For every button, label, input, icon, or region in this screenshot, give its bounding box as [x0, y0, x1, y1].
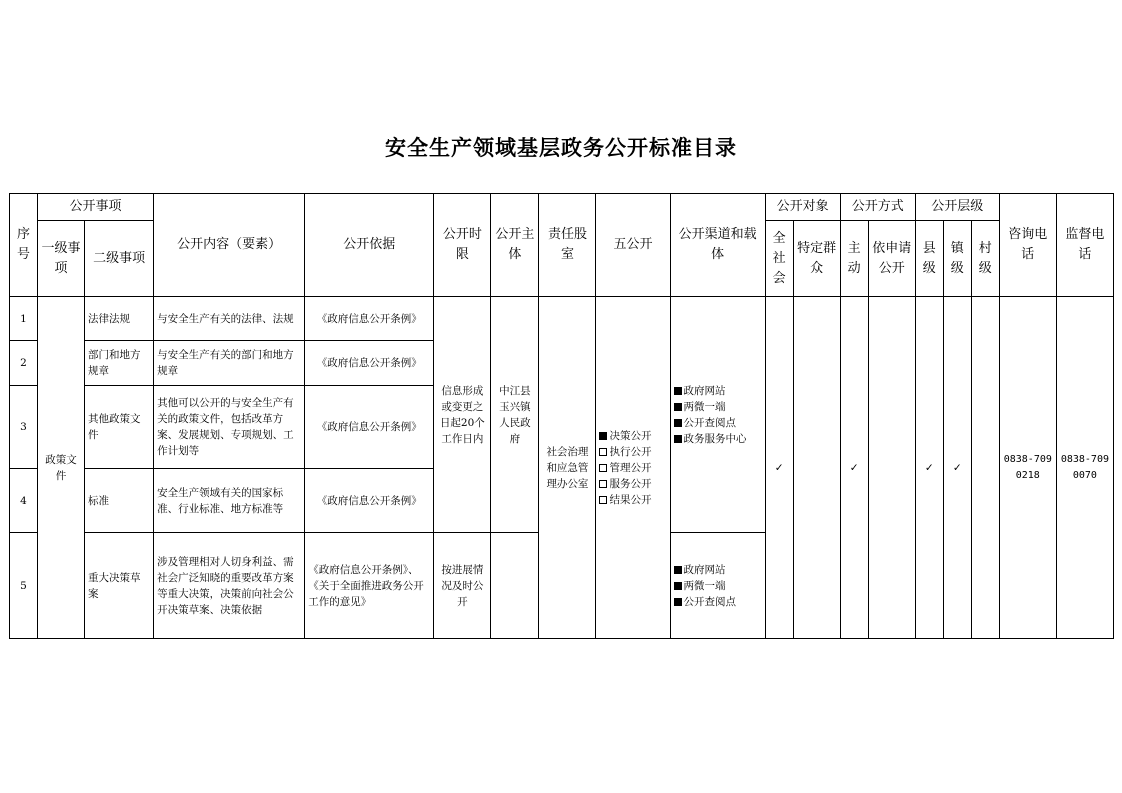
header-matter: 公开事项 — [38, 194, 154, 221]
audience-all-check: ✓ — [765, 297, 793, 639]
subject-cell-row5 — [491, 533, 539, 639]
header-five-open: 五公开 — [596, 194, 670, 297]
five-open-option: 决策公开 — [599, 428, 666, 444]
filled-square-icon — [674, 403, 682, 411]
table-row — [10, 297, 1114, 341]
header-department: 责任股室 — [539, 194, 596, 297]
five-open-option: 结果公开 — [599, 492, 666, 508]
audience-specific-check — [793, 297, 840, 639]
header-seq: 序号 — [10, 194, 38, 297]
level2-cell: 重大决策草案 — [85, 533, 154, 639]
catalog-table — [9, 193, 1114, 639]
row-seq: 5 — [10, 533, 38, 639]
header-audience: 公开对象 — [765, 194, 840, 221]
header-subject: 公开主体 — [491, 194, 539, 297]
consult-phone-cell: 0838-7090218 — [999, 297, 1056, 639]
channel-item: 公开查阅点 — [674, 594, 762, 610]
subject-cell: 中江县玉兴镇人民政府 — [491, 297, 539, 533]
basis-cell: 《政府信息公开条例》 — [305, 297, 434, 341]
basis-cell: 《政府信息公开条例》 — [305, 386, 434, 469]
channel-item: 政务服务中心 — [674, 433, 747, 445]
time-limit-cell: 信息形成或变更之日起20个工作日内 — [434, 297, 491, 533]
checkbox-empty-icon — [599, 480, 607, 488]
channel-item: 政府网站 — [674, 383, 762, 399]
header-audience-all: 全社会 — [765, 221, 793, 297]
row-seq: 4 — [10, 469, 38, 533]
channel-item: 两微一端 — [674, 399, 762, 415]
channel-item: 政府网站 — [674, 562, 762, 578]
header-method-request: 依申请公开 — [868, 221, 915, 297]
tier-village-check — [971, 297, 999, 639]
header-tier-village: 村级 — [971, 221, 999, 297]
header-method-active: 主动 — [840, 221, 868, 297]
level2-cell: 部门和地方规章 — [85, 341, 154, 386]
header-supervise-phone: 监督电话 — [1056, 194, 1113, 297]
five-open-option: 管理公开 — [599, 460, 666, 476]
checkbox-empty-icon — [599, 496, 607, 504]
header-level2: 二级事项 — [85, 221, 154, 297]
channel-cell-row5 — [670, 533, 765, 639]
channel-item: 公开查阅点 — [674, 415, 762, 431]
checkbox-checked-icon — [599, 432, 607, 440]
header-time-limit: 公开时限 — [434, 194, 491, 297]
filled-square-icon — [674, 598, 682, 606]
header-tier-town: 镇级 — [943, 221, 971, 297]
filled-square-icon — [674, 582, 682, 590]
content-cell: 与安全生产有关的部门和地方规章 — [154, 341, 305, 386]
row-seq: 3 — [10, 386, 38, 469]
filled-square-icon — [674, 435, 682, 443]
basis-cell: 《政府信息公开条例》 — [305, 341, 434, 386]
channel-cell-main — [670, 297, 765, 533]
department-cell: 社会治理和应急管理办公室 — [539, 297, 596, 639]
five-open-option: 服务公开 — [599, 476, 666, 492]
header-audience-specific: 特定群众 — [793, 221, 840, 297]
filled-square-icon — [674, 566, 682, 574]
five-open-cell — [596, 297, 670, 639]
header-row-1 — [10, 194, 1114, 221]
header-tier: 公开层级 — [915, 194, 999, 221]
row-seq: 1 — [10, 297, 38, 341]
level2-cell: 其他政策文件 — [85, 386, 154, 469]
method-active-check: ✓ — [840, 297, 868, 639]
level1-cell: 政策文件 — [38, 297, 85, 639]
checkbox-empty-icon — [599, 448, 607, 456]
content-cell: 与安全生产有关的法律、法规 — [154, 297, 305, 341]
filled-square-icon — [674, 387, 682, 395]
page-title: 安全生产领域基层政务公开标准目录 — [385, 135, 737, 160]
tier-county-check: ✓ — [915, 297, 943, 639]
channel-item: 两微一端 — [674, 578, 762, 594]
row-seq: 2 — [10, 341, 38, 386]
content-cell: 涉及管理相对人切身利益、需社会广泛知晓的重要改革方案等重大决策，决策前向社会公开决策草案、决策依据 — [154, 533, 305, 639]
level2-cell: 标准 — [85, 469, 154, 533]
header-channel: 公开渠道和载体 — [670, 194, 765, 297]
checkbox-empty-icon — [599, 464, 607, 472]
basis-cell: 《政府信息公开条例》 — [305, 469, 434, 533]
filled-square-icon — [674, 419, 682, 427]
header-method: 公开方式 — [840, 194, 915, 221]
header-basis: 公开依据 — [305, 194, 434, 297]
header-level1: 一级事项 — [38, 221, 85, 297]
content-cell: 其他可以公开的与安全生产有关的政策文件，包括改革方案、发展规划、专项规划、工作计划等 — [154, 386, 305, 469]
content-cell: 安全生产领域有关的国家标准、行业标准、地方标准等 — [154, 469, 305, 533]
basis-cell: 《政府信息公开条例》、《关于全面推进政务公开工作的意见》 — [305, 533, 434, 639]
five-open-option: 执行公开 — [599, 444, 666, 460]
time-limit-cell-row5: 按进展情况及时公开 — [434, 533, 491, 639]
tier-town-check: ✓ — [943, 297, 971, 639]
supervise-phone-cell: 0838-7090070 — [1056, 297, 1113, 639]
header-consult-phone: 咨询电话 — [999, 194, 1056, 297]
header-tier-county: 县级 — [915, 221, 943, 297]
level2-cell: 法律法规 — [85, 297, 154, 341]
header-content: 公开内容（要素） — [154, 194, 305, 297]
method-request-check — [868, 297, 915, 639]
